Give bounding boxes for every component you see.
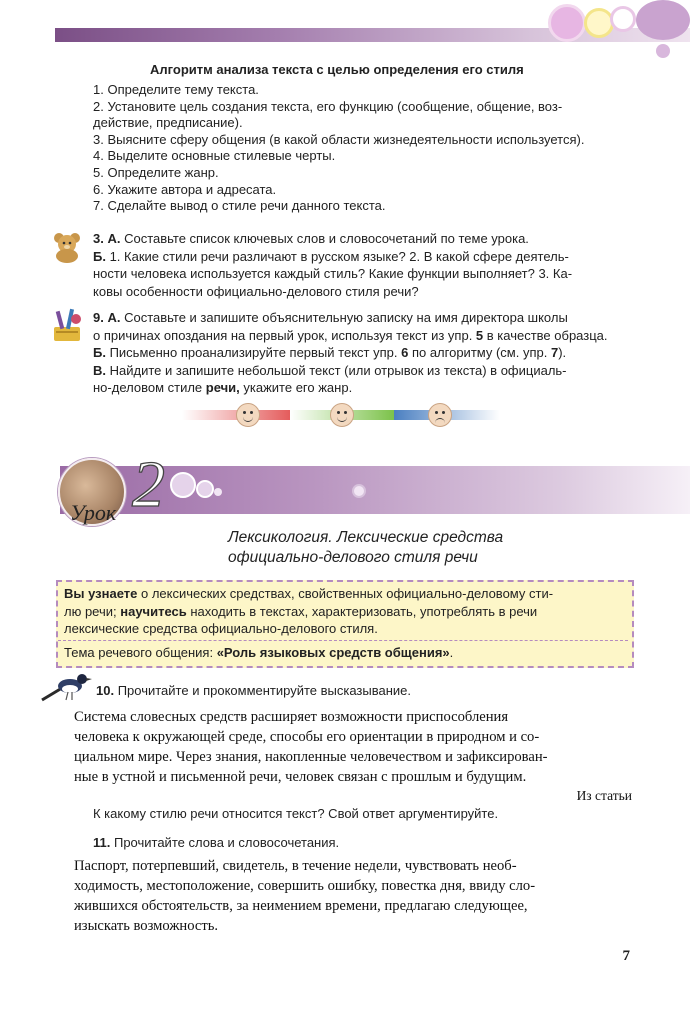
exercise-11-heading [93, 835, 339, 850]
speech-theme [64, 645, 624, 660]
goals-divider [58, 640, 628, 641]
task-text: укажите его жанр. [239, 380, 353, 396]
label-b: Б. [93, 345, 106, 361]
list-item: 5. Определите жанр. [93, 164, 219, 180]
teddy-bear-icon [50, 230, 84, 264]
text-line: ходимость, местоположение, совершить ошибку, повестка дня, ввиду сло- [74, 878, 536, 894]
theme-label: Тема речевого общения: [64, 645, 214, 660]
task-text: Найдите и запишите небольшой текст (или отрывок из текста) в официаль- [106, 362, 567, 378]
goals-text: лексические средства официально-делового стиля. [64, 621, 378, 637]
decor-circle [214, 488, 222, 496]
goals-label: научитесь [116, 603, 187, 619]
exercise-ref: 7 [547, 345, 559, 361]
exercise-number: 10. [96, 683, 115, 698]
lesson-title-line: официально-делового стиля речи [228, 549, 478, 566]
magpie-bird-icon [40, 670, 94, 704]
lesson-number: 2 [132, 448, 165, 521]
exercise-10-question: К какому стилю речи относится текст? Свой ответ аргументируйте. [93, 806, 499, 821]
task-text: Составьте список ключевых слов и словосочетаний по теме урока. [120, 231, 529, 246]
task-text: в качестве образца. [483, 327, 608, 343]
list-item: 2. Установите цель создания текста, его функцию (сообщение, общение, воз- [93, 98, 563, 114]
quote-line: ные в устной и письменной речи, человек связан с прошлым и будущим. [74, 769, 527, 785]
exercise-instruction: Прочитайте и прокомментируйте высказывание. [114, 683, 412, 698]
decor-circle [656, 44, 670, 58]
goals-label: Вы узнаете [64, 586, 138, 601]
decor-circle [610, 6, 636, 32]
lesson-title [228, 528, 588, 568]
lesson-goals-text [64, 585, 624, 638]
exercise-10-quote [74, 707, 631, 787]
theme-value: «Роль языковых средств общения» [213, 645, 450, 660]
text-line: жившихся обстоятельств, за неимением времени, предлагаю следующее, [74, 898, 528, 914]
goals-text: лю речи; [64, 603, 117, 619]
exercise-ref: 5 [472, 327, 484, 343]
quote-line: Система словесных средств расширяет возможности приспособления [74, 709, 509, 725]
happy-face-icon [236, 403, 260, 427]
label-a: А. [107, 231, 121, 246]
task-text: ). [558, 345, 567, 361]
label-v: В. [93, 362, 106, 378]
task-text: 1. Какие стили речи различают в русском языке? 2. В какой сфере деятель- [105, 248, 569, 264]
lesson-title-line: Лексикология. Лексические средства [228, 529, 504, 546]
task-number: 3. [93, 231, 104, 246]
list-item: 1. Определите тему текста. [93, 82, 259, 97]
list-item: 4. Выделите основные стилевые черты. [93, 148, 336, 164]
decor-circle [636, 0, 690, 40]
text-line: Паспорт, потерпевший, свидетель, в течение недели, чувствовать необ- [74, 858, 517, 874]
theme-end: . [449, 645, 454, 660]
list-item: действие, предписание). [93, 115, 243, 131]
happy-face-icon [330, 403, 354, 427]
decor-circle [584, 8, 614, 38]
task-text: Составьте и запишите объяснительную записку на имя директора школы [120, 310, 568, 325]
exercise-number: 11. [93, 835, 111, 850]
task-text: ности человека используется каждый стиль? Какие функции выполняет? 3. Ка- [93, 266, 573, 282]
decor-circle [352, 484, 366, 498]
decor-circle [196, 480, 214, 498]
task-text-bold: речи, [202, 380, 240, 396]
label-a: А. [107, 310, 121, 325]
task-text: ковы особенности официально-делового стиля речи? [93, 283, 419, 299]
quote-source: Из статьи [576, 788, 632, 803]
list-item: 3. Выясните сферу общения (в какой области жизнедеятельности используется). [93, 131, 585, 147]
task-text: о причинах опоздания на первый урок, используя текст из упр. [93, 327, 473, 343]
algorithm-title: Алгоритм анализа текста с целью определения его стиля [150, 62, 524, 77]
decor-circle [170, 472, 196, 498]
task-3 [93, 230, 633, 300]
decor-circle [548, 4, 586, 42]
lesson-label: Урок [70, 500, 117, 525]
label-b: Б. [93, 248, 106, 264]
task-9 [93, 309, 633, 397]
exercise-10-heading [96, 683, 411, 698]
task-text: по алгоритму (см. упр. [408, 345, 548, 361]
exercise-instruction: Прочитайте слова и словосочетания. [110, 835, 340, 850]
quote-line: циальном мире. Через знания, накопленные человечеством и зафиксирован- [74, 749, 548, 765]
task-number: 9. [93, 310, 104, 325]
algorithm-steps [93, 82, 633, 215]
goals-text: о лексических средствах, свойственных официально-деловому сти- [137, 586, 554, 601]
exercise-ref: 6 [397, 345, 409, 361]
task-text: но-деловом стиле [93, 380, 203, 396]
text-line: изыскать возможность. [74, 918, 219, 934]
quote-line: человека к окружающей среде, способы его ориентации в природном и со- [74, 729, 540, 745]
writing-supplies-icon [50, 307, 84, 343]
exercise-11-text [74, 856, 631, 936]
task-text: Письменно проанализируйте первый текст упр. [105, 345, 398, 361]
goals-text: находить в текстах, характеризовать, употреблять в речи [186, 603, 538, 619]
list-item: 6. Укажите автора и адресата. [93, 181, 277, 197]
sad-face-icon [428, 403, 452, 427]
list-item: 7. Сделайте вывод о стиле речи данного текста. [93, 198, 386, 214]
page-number: 7 [622, 948, 630, 964]
